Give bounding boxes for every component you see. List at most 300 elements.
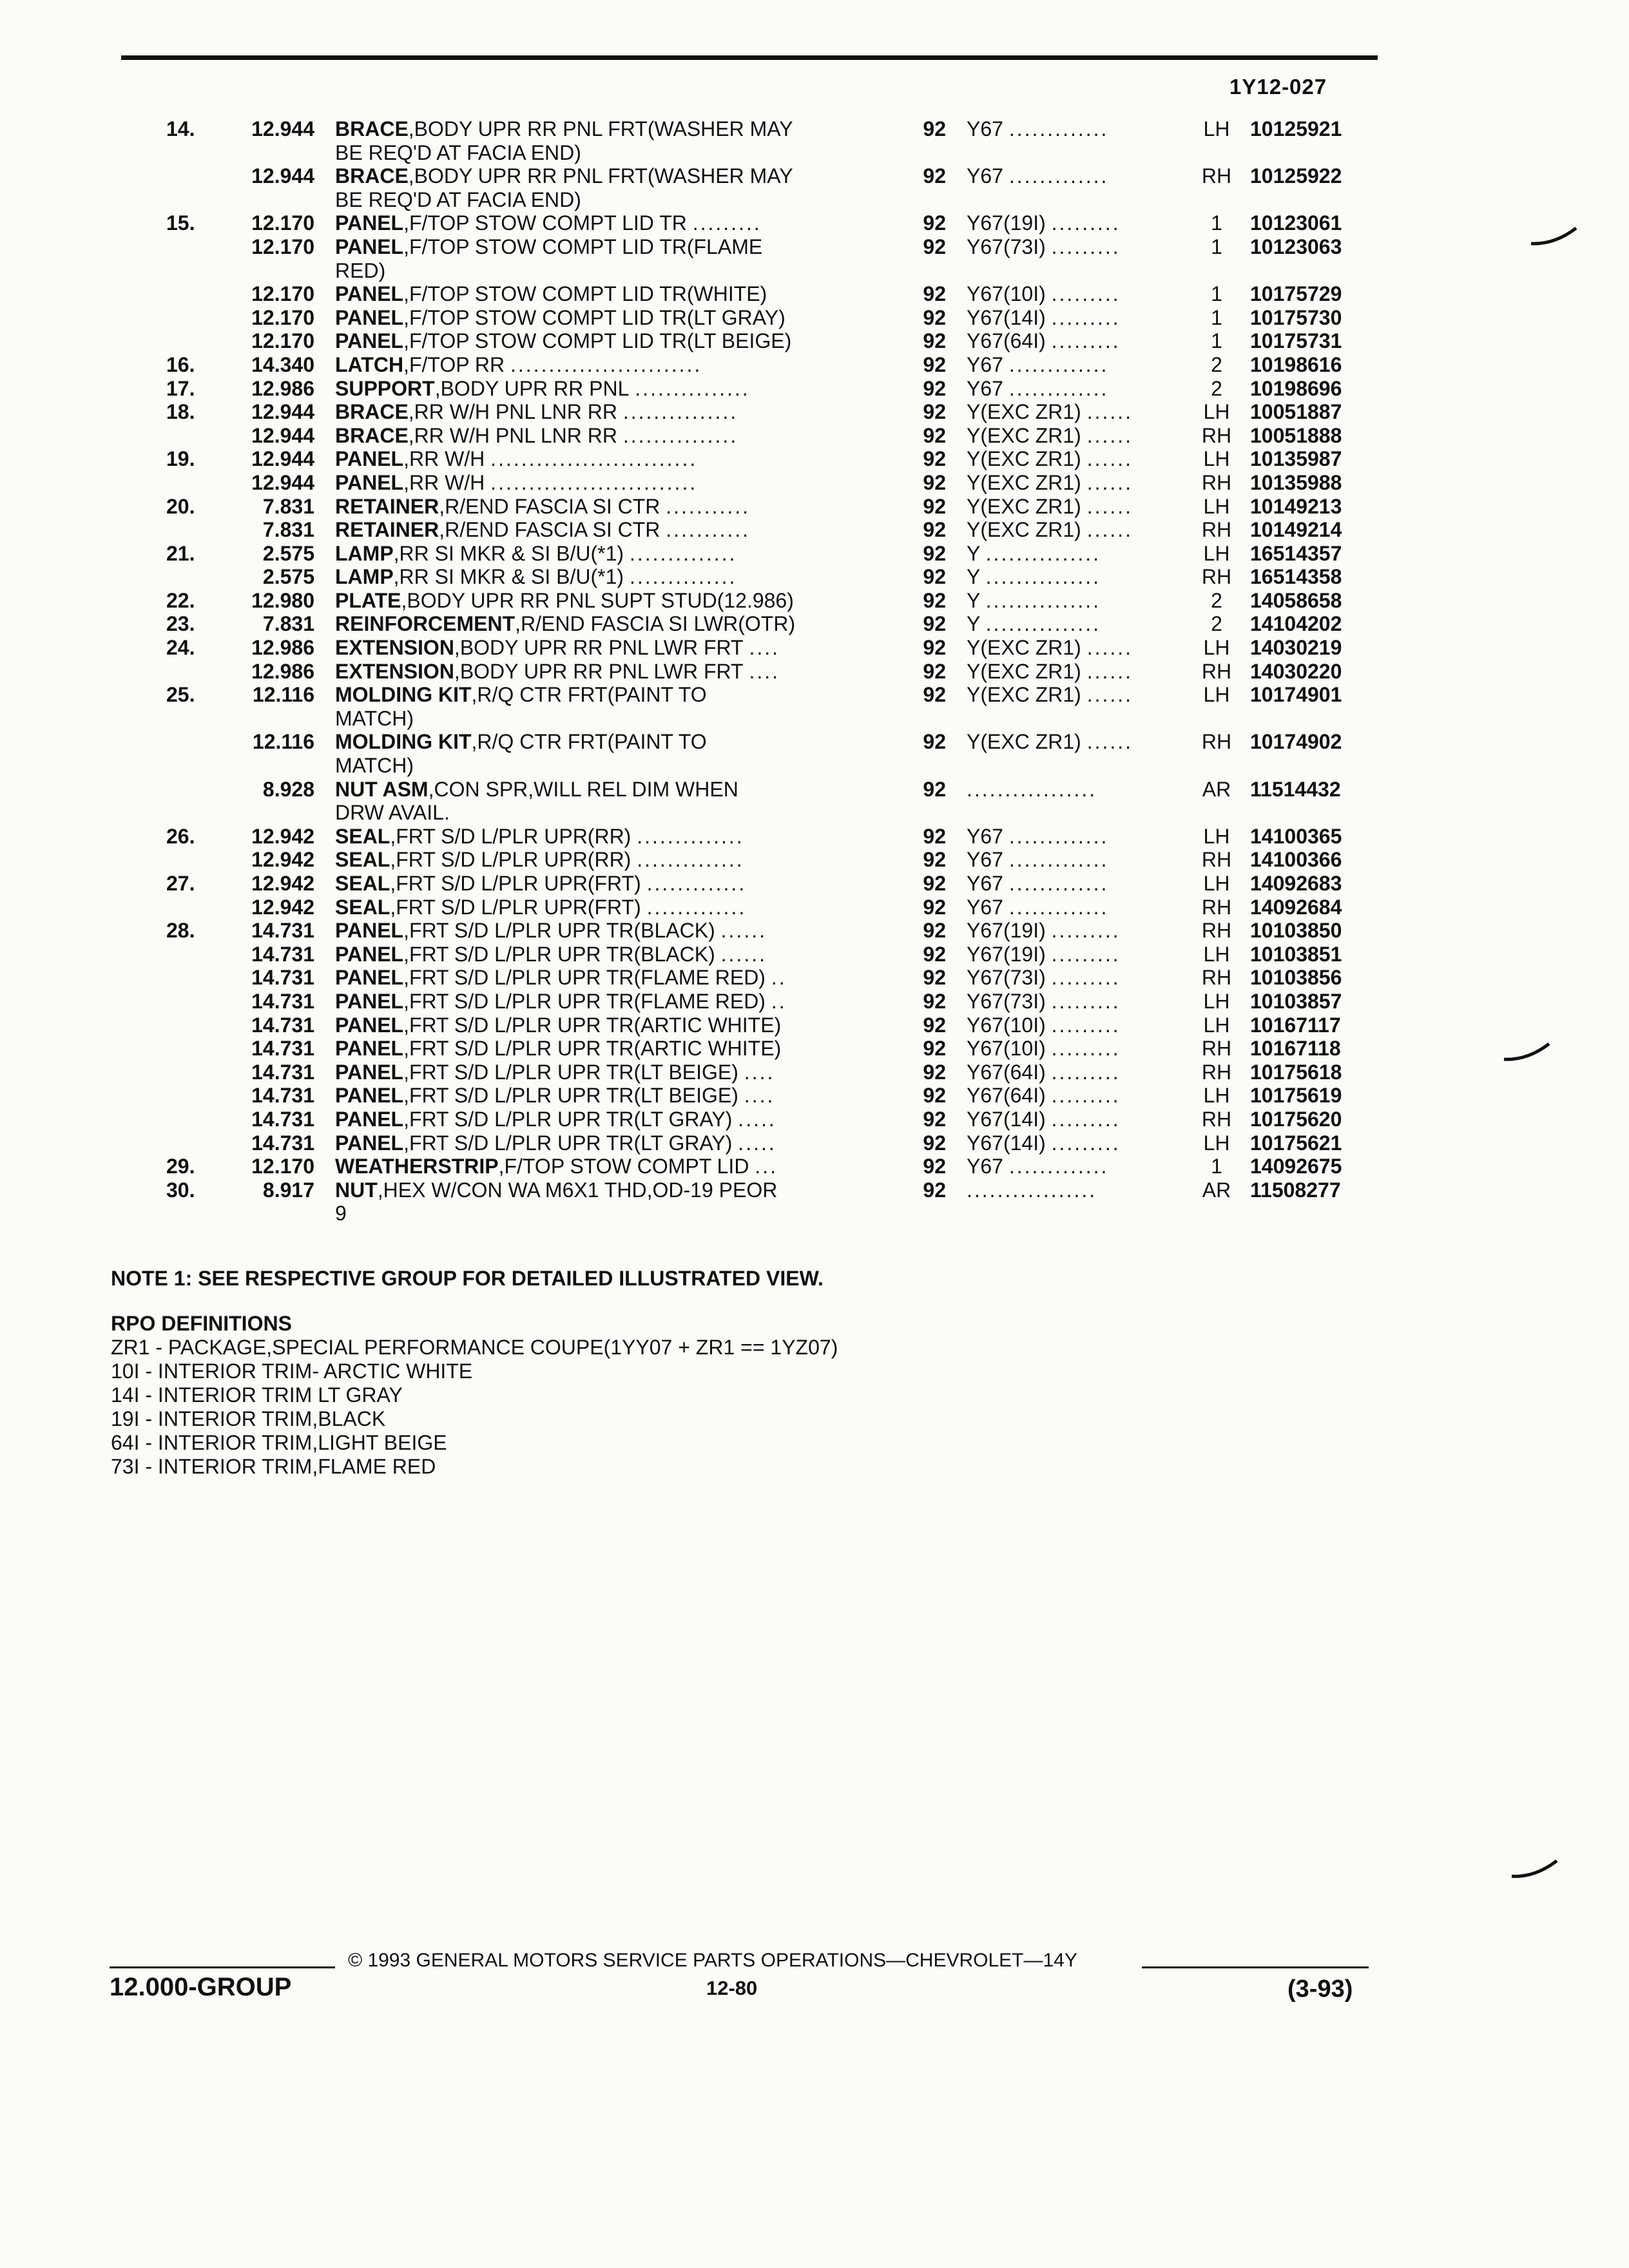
part-detail: ,FRT S/D L/PLR UPR TR(BLACK) — [403, 919, 715, 943]
quantity: RH — [1201, 848, 1232, 872]
part-detail: ,RR W/H PNL LNR RR — [408, 423, 617, 447]
part-row — [0, 1061, 1629, 1084]
usage-code — [967, 471, 1133, 494]
usage-code — [967, 495, 1133, 518]
model-year: 92 — [923, 636, 946, 660]
group-number: 8.917 — [262, 1178, 314, 1202]
usage-code-text: Y67(64I) — [967, 1060, 1046, 1084]
usage-code — [967, 518, 1133, 541]
part-row — [0, 1084, 1629, 1108]
leader-dots: ......... — [1051, 1131, 1121, 1155]
group-number: 12.116 — [252, 683, 314, 707]
description — [335, 471, 697, 494]
leader-dots: ................. — [967, 1178, 1097, 1202]
description — [335, 943, 767, 966]
leader-dots: ......... — [1051, 919, 1121, 943]
usage-code-text: Y67(19I) — [967, 211, 1046, 235]
quantity: RH — [1201, 1060, 1232, 1084]
quantity: LH — [1203, 872, 1230, 895]
ref-number: 28. — [166, 919, 195, 943]
usage-code — [967, 1108, 1121, 1131]
usage-code — [967, 542, 1101, 565]
model-year: 92 — [923, 824, 946, 848]
usage-code-text: Y67 — [967, 824, 1003, 848]
part-detail: ,FRT S/D L/PLR UPR TR(LT GRAY) — [403, 1107, 733, 1131]
leader-dots: ......... — [1051, 282, 1121, 306]
leader-dots: .... — [744, 1084, 775, 1108]
part-detail: ,FRT S/D L/PLR UPR(FRT) — [390, 872, 641, 895]
ref-number: 30. — [166, 1178, 195, 1202]
group-number: 12.942 — [251, 848, 314, 872]
description — [335, 329, 791, 352]
quantity: 1 — [1211, 282, 1222, 306]
quantity: 2 — [1211, 588, 1222, 612]
group-number: 12.170 — [251, 282, 314, 306]
description — [335, 754, 414, 777]
group-number: 12.942 — [251, 824, 314, 848]
part-name: LAMP — [335, 541, 394, 565]
part-row — [0, 188, 1629, 212]
part-detail: ,F/TOP STOW COMPT LID TR(LT BEIGE) — [403, 329, 792, 353]
usage-code-text: Y67(14I) — [967, 1131, 1046, 1155]
usage-code — [967, 919, 1121, 942]
part-row — [0, 990, 1629, 1014]
part-number: 10198616 — [1250, 352, 1342, 376]
group-number: 14.340 — [251, 352, 314, 376]
group-number: 7.831 — [262, 518, 314, 542]
part-name: PANEL — [335, 1084, 404, 1108]
part-number: 10174901 — [1250, 683, 1342, 707]
group-number: 12.986 — [251, 659, 314, 683]
part-detail: ,R/END FASCIA SI CTR — [439, 494, 660, 518]
group-number: 12.944 — [251, 164, 314, 188]
quantity: LH — [1203, 1013, 1230, 1037]
part-number: 14030220 — [1250, 659, 1342, 683]
footer-rule-right — [1142, 1966, 1369, 1968]
ref-number: 22. — [166, 588, 195, 612]
description — [335, 259, 385, 282]
part-row — [0, 1014, 1629, 1037]
part-number: 10123061 — [1250, 211, 1342, 235]
part-detail: ,F/TOP STOW COMPT LID TR(WHITE) — [403, 282, 767, 306]
part-row — [0, 377, 1629, 401]
leader-dots: ............... — [985, 565, 1101, 589]
description — [335, 1155, 778, 1178]
model-year: 92 — [923, 235, 946, 258]
quantity: 1 — [1211, 1155, 1222, 1178]
leader-dots: ...... — [1086, 730, 1133, 754]
ref-number: 18. — [166, 400, 195, 424]
model-year: 92 — [923, 211, 946, 235]
model-year: 92 — [923, 376, 946, 400]
usage-code-text: Y67 — [967, 376, 1003, 400]
quantity: LH — [1203, 541, 1230, 565]
part-number: 10198696 — [1250, 376, 1342, 400]
description — [335, 730, 707, 753]
usage-code — [967, 1084, 1121, 1107]
part-name: PANEL — [335, 211, 404, 235]
usage-code — [967, 400, 1133, 423]
part-row — [0, 518, 1629, 542]
group-number: 2.575 — [262, 541, 314, 565]
quantity: RH — [1201, 423, 1232, 447]
model-year: 92 — [923, 848, 946, 872]
part-number: 10174902 — [1250, 730, 1342, 754]
usage-code — [967, 636, 1133, 659]
part-row — [0, 164, 1629, 188]
group-number: 12.170 — [251, 235, 314, 258]
usage-code-text: Y67(14I) — [967, 1107, 1046, 1131]
part-detail: ,FRT S/D L/PLR UPR(FRT) — [390, 895, 641, 919]
quantity: 2 — [1211, 376, 1222, 400]
note: NOTE 1: SEE RESPECTIVE GROUP FOR DETAILED ILLUSTRATED VIEW. — [111, 1267, 824, 1290]
part-row — [0, 447, 1629, 471]
part-number: 10125922 — [1250, 164, 1342, 188]
leader-dots: ............... — [622, 423, 738, 447]
leader-dots: ......... — [1051, 235, 1121, 258]
part-number: 10135988 — [1250, 470, 1342, 494]
usage-code — [967, 1014, 1121, 1037]
usage-code — [967, 589, 1101, 612]
rpo-line: 14I - INTERIOR TRIM LT GRAY — [111, 1383, 403, 1407]
usage-code — [967, 872, 1108, 895]
part-number: 10175731 — [1250, 329, 1342, 353]
part-row — [0, 707, 1629, 731]
part-number: 10175619 — [1250, 1084, 1342, 1108]
date-code: (3-93) — [1287, 1975, 1353, 2003]
part-number: 10103856 — [1250, 966, 1342, 990]
part-detail: ,RR SI MKR & SI B/U(*1) — [393, 565, 624, 589]
usage-code — [967, 943, 1121, 966]
part-name: WEATHERSTRIP — [335, 1155, 499, 1178]
leader-dots: ........................... — [490, 470, 698, 494]
ref-number: 25. — [166, 683, 195, 707]
quantity: LH — [1203, 494, 1230, 518]
part-number: 10167118 — [1250, 1037, 1341, 1061]
part-name: RETAINER — [335, 518, 439, 542]
part-row — [0, 141, 1629, 165]
usage-code — [967, 660, 1133, 683]
quantity: RH — [1201, 1037, 1232, 1061]
quantity: 1 — [1211, 211, 1222, 235]
quantity: AR — [1202, 777, 1231, 801]
part-name: PANEL — [335, 447, 404, 471]
usage-code — [967, 1037, 1121, 1060]
description — [335, 211, 762, 235]
description — [335, 353, 702, 376]
model-year: 92 — [923, 1037, 946, 1061]
usage-code-text: Y67(73I) — [967, 966, 1046, 990]
description — [335, 919, 767, 942]
part-row — [0, 636, 1629, 660]
part-name: PANEL — [335, 1107, 404, 1131]
part-name: PANEL — [335, 1037, 404, 1061]
part-detail: ,HEX W/CON WA M6X1 THD,OD-19 PEOR — [377, 1178, 778, 1202]
group-number: 12.986 — [251, 636, 314, 660]
usage-code-text: Y(EXC ZR1) — [967, 730, 1081, 754]
usage-code — [967, 848, 1108, 871]
part-name: PANEL — [335, 942, 404, 966]
group-number: 14.731 — [251, 966, 314, 990]
part-name: SUPPORT — [335, 376, 435, 400]
leader-dots: ... — [755, 1155, 778, 1178]
leader-dots: .............. — [637, 824, 744, 848]
quantity: LH — [1203, 117, 1230, 140]
description — [335, 377, 750, 400]
group-number: 12.170 — [251, 329, 314, 353]
usage-code-text: Y67 — [967, 164, 1003, 188]
part-detail: ,RR W/H — [403, 470, 485, 494]
leader-dots: ......................... — [510, 352, 702, 376]
quantity: 2 — [1211, 352, 1222, 376]
leader-dots: .............. — [629, 565, 737, 589]
group-number: 12.944 — [251, 400, 314, 424]
description — [335, 1108, 776, 1131]
quantity: LH — [1203, 447, 1230, 471]
usage-code-text: Y67(10I) — [967, 1037, 1046, 1061]
quantity: RH — [1201, 966, 1232, 990]
part-row — [0, 542, 1629, 566]
part-detail: ,BODY UPR RR PNL FRT(WASHER MAY — [408, 164, 793, 188]
leader-dots: ........... — [666, 494, 751, 518]
model-year: 92 — [923, 919, 946, 943]
group-number: 14.731 — [251, 1107, 314, 1131]
leader-dots: ............... — [985, 541, 1101, 565]
usage-code — [967, 778, 1097, 801]
part-name: EXTENSION — [335, 636, 454, 660]
group-number: 12.944 — [251, 447, 314, 471]
description — [335, 896, 746, 919]
quantity: LH — [1203, 824, 1230, 848]
group-number: 7.831 — [262, 494, 314, 518]
ref-number: 19. — [166, 447, 195, 471]
model-year: 92 — [923, 423, 946, 447]
usage-code-text: Y67(73I) — [967, 235, 1046, 258]
model-year: 92 — [923, 966, 946, 990]
ref-number: 15. — [166, 211, 195, 235]
part-row — [0, 896, 1629, 919]
usage-code — [967, 966, 1121, 989]
model-year: 92 — [923, 518, 946, 542]
leader-dots: ............. — [1008, 872, 1109, 895]
leader-dots: .... — [744, 1060, 775, 1084]
leader-dots: .... — [749, 636, 780, 660]
quantity: LH — [1203, 636, 1230, 660]
model-year: 92 — [923, 777, 946, 801]
leader-dots: ...... — [1086, 447, 1133, 471]
description — [335, 447, 697, 470]
usage-code — [967, 164, 1108, 187]
part-number: 10149213 — [1250, 494, 1342, 518]
leader-dots: ...... — [1086, 423, 1133, 447]
model-year: 92 — [923, 565, 946, 589]
model-year: 92 — [923, 541, 946, 565]
leader-dots: ............. — [1008, 376, 1109, 400]
part-name: MOLDING KIT — [335, 683, 472, 707]
usage-code-text: Y67 — [967, 1155, 1003, 1178]
quantity: 1 — [1211, 235, 1222, 258]
usage-code-text: Y67(64I) — [967, 329, 1046, 353]
leader-dots: ............. — [1008, 848, 1109, 872]
usage-code-text: Y — [967, 541, 980, 565]
binder-mark — [1528, 224, 1580, 256]
part-row — [0, 872, 1629, 896]
usage-code-text: Y67(10I) — [967, 282, 1046, 306]
description — [335, 1037, 781, 1060]
ref-number: 23. — [166, 612, 195, 636]
part-detail: ,BODY UPR RR PNL — [434, 376, 630, 400]
part-number: 10149214 — [1250, 518, 1342, 542]
leader-dots: ...... — [1086, 470, 1133, 494]
description — [335, 990, 787, 1013]
part-name: LAMP — [335, 565, 394, 589]
model-year: 92 — [923, 470, 946, 494]
group-number: 14.731 — [251, 989, 314, 1013]
binder-mark — [1509, 1857, 1561, 1889]
model-year: 92 — [923, 588, 946, 612]
group-number: 12.942 — [251, 872, 314, 895]
part-number: 10175620 — [1250, 1107, 1342, 1131]
leader-dots: ......... — [1051, 305, 1121, 329]
rpo-definitions — [111, 1312, 838, 1479]
part-row — [0, 801, 1629, 825]
part-number: 16514358 — [1250, 565, 1342, 589]
usage-code-text: Y67(64I) — [967, 1084, 1046, 1108]
model-year: 92 — [923, 447, 946, 471]
leader-dots: ............. — [1008, 1155, 1109, 1178]
usage-code — [967, 896, 1108, 919]
ref-number: 14. — [166, 117, 195, 140]
usage-code — [967, 282, 1121, 305]
part-row — [0, 612, 1629, 636]
usage-code-text: Y — [967, 565, 980, 589]
quantity: RH — [1201, 730, 1232, 754]
usage-code — [967, 612, 1101, 635]
part-row — [0, 1178, 1629, 1202]
top-rule — [121, 55, 1378, 60]
model-year: 92 — [923, 730, 946, 754]
quantity: RH — [1201, 659, 1232, 683]
ref-number: 24. — [166, 636, 195, 660]
model-year: 92 — [923, 305, 946, 329]
group-number: 12.986 — [251, 376, 314, 400]
part-number: 10175621 — [1250, 1131, 1342, 1155]
part-detail: ,FRT S/D L/PLR UPR TR(ARTIC WHITE) — [403, 1013, 782, 1037]
part-row — [0, 117, 1629, 141]
ref-number: 16. — [166, 352, 195, 376]
copyright: © 1993 GENERAL MOTORS SERVICE PARTS OPERATIONS—CHEVROLET—14Y — [348, 1950, 1077, 1971]
description — [335, 400, 738, 423]
usage-code-text: Y(EXC ZR1) — [967, 470, 1081, 494]
quantity: AR — [1202, 1178, 1231, 1202]
part-detail: ,FRT S/D L/PLR UPR TR(LT BEIGE) — [403, 1060, 738, 1084]
usage-code-text: Y67(19I) — [967, 942, 1046, 966]
rpo-line: 10I - INTERIOR TRIM- ARCTIC WHITE — [111, 1360, 473, 1383]
part-row — [0, 353, 1629, 377]
part-detail: ,F/TOP STOW COMPT LID — [498, 1155, 749, 1178]
group-number: 14.731 — [251, 942, 314, 966]
part-name: PANEL — [335, 1060, 404, 1084]
part-number: 10103857 — [1250, 989, 1342, 1013]
part-number: 10175729 — [1250, 282, 1342, 306]
usage-code-text: Y(EXC ZR1) — [967, 423, 1081, 447]
part-name: BRACE — [335, 400, 409, 424]
part-number: 11508277 — [1250, 1178, 1341, 1202]
part-row — [0, 1155, 1629, 1178]
group-number: 14.731 — [251, 1060, 314, 1084]
part-detail: ,R/END FASCIA SI LWR(OTR) — [515, 612, 796, 636]
usage-code-text: Y67(14I) — [967, 305, 1046, 329]
usage-code — [967, 1155, 1108, 1178]
model-year: 92 — [923, 895, 946, 919]
rpo-title: RPO DEFINITIONS — [111, 1312, 292, 1335]
leader-dots: ......... — [1051, 942, 1121, 966]
part-name: PANEL — [335, 966, 404, 990]
part-detail: ,CON SPR,WILL REL DIM WHEN — [428, 777, 738, 801]
part-row — [0, 919, 1629, 943]
part-row — [0, 1108, 1629, 1131]
description — [335, 424, 738, 447]
part-row — [0, 683, 1629, 707]
description — [335, 1178, 777, 1202]
part-detail: ,R/END FASCIA SI CTR — [439, 518, 660, 542]
description — [335, 1014, 781, 1037]
usage-code-text: Y — [967, 612, 980, 636]
leader-dots: ............. — [1008, 117, 1109, 140]
model-year: 92 — [923, 400, 946, 424]
part-row — [0, 306, 1629, 330]
leader-dots: ......... — [1051, 1060, 1121, 1084]
part-detail: ,FRT S/D L/PLR UPR TR(BLACK) — [403, 942, 715, 966]
usage-code-text: Y67(10I) — [967, 1013, 1046, 1037]
leader-dots: ......... — [1051, 1084, 1121, 1108]
part-number: 14092684 — [1250, 895, 1342, 919]
leader-dots: ......... — [1051, 1107, 1121, 1131]
part-number: 10051888 — [1250, 423, 1342, 447]
usage-code — [967, 1061, 1121, 1084]
leader-dots: ................. — [967, 777, 1097, 801]
description — [335, 542, 737, 565]
usage-code — [967, 565, 1101, 588]
quantity: RH — [1201, 518, 1232, 542]
part-number: 14092675 — [1250, 1155, 1342, 1178]
part-name: BRACE — [335, 423, 409, 447]
part-row — [0, 1202, 1629, 1225]
part-row — [0, 495, 1629, 519]
part-detail: MATCH) — [335, 754, 414, 778]
part-name: PANEL — [335, 470, 404, 494]
part-detail: ,R/Q CTR FRT(PAINT TO — [471, 730, 707, 754]
part-name: SEAL — [335, 872, 390, 895]
page-number: 12-80 — [706, 1977, 758, 1999]
ref-number: 17. — [166, 376, 195, 400]
model-year: 92 — [923, 1084, 946, 1108]
usage-code-text: Y(EXC ZR1) — [967, 494, 1081, 518]
model-year: 92 — [923, 989, 946, 1013]
group-number: 14.731 — [251, 1131, 314, 1155]
description — [335, 1202, 347, 1225]
leader-dots: ...... — [1086, 659, 1133, 683]
part-detail: BE REQ'D AT FACIA END) — [335, 140, 581, 164]
model-year: 92 — [923, 1013, 946, 1037]
part-row — [0, 235, 1629, 259]
group-number: 12.170 — [251, 305, 314, 329]
part-detail: MATCH) — [335, 706, 414, 730]
group-number: 12.944 — [251, 470, 314, 494]
ref-number: 20. — [166, 494, 195, 518]
description — [335, 164, 793, 187]
leader-dots: ...... — [1086, 683, 1133, 707]
